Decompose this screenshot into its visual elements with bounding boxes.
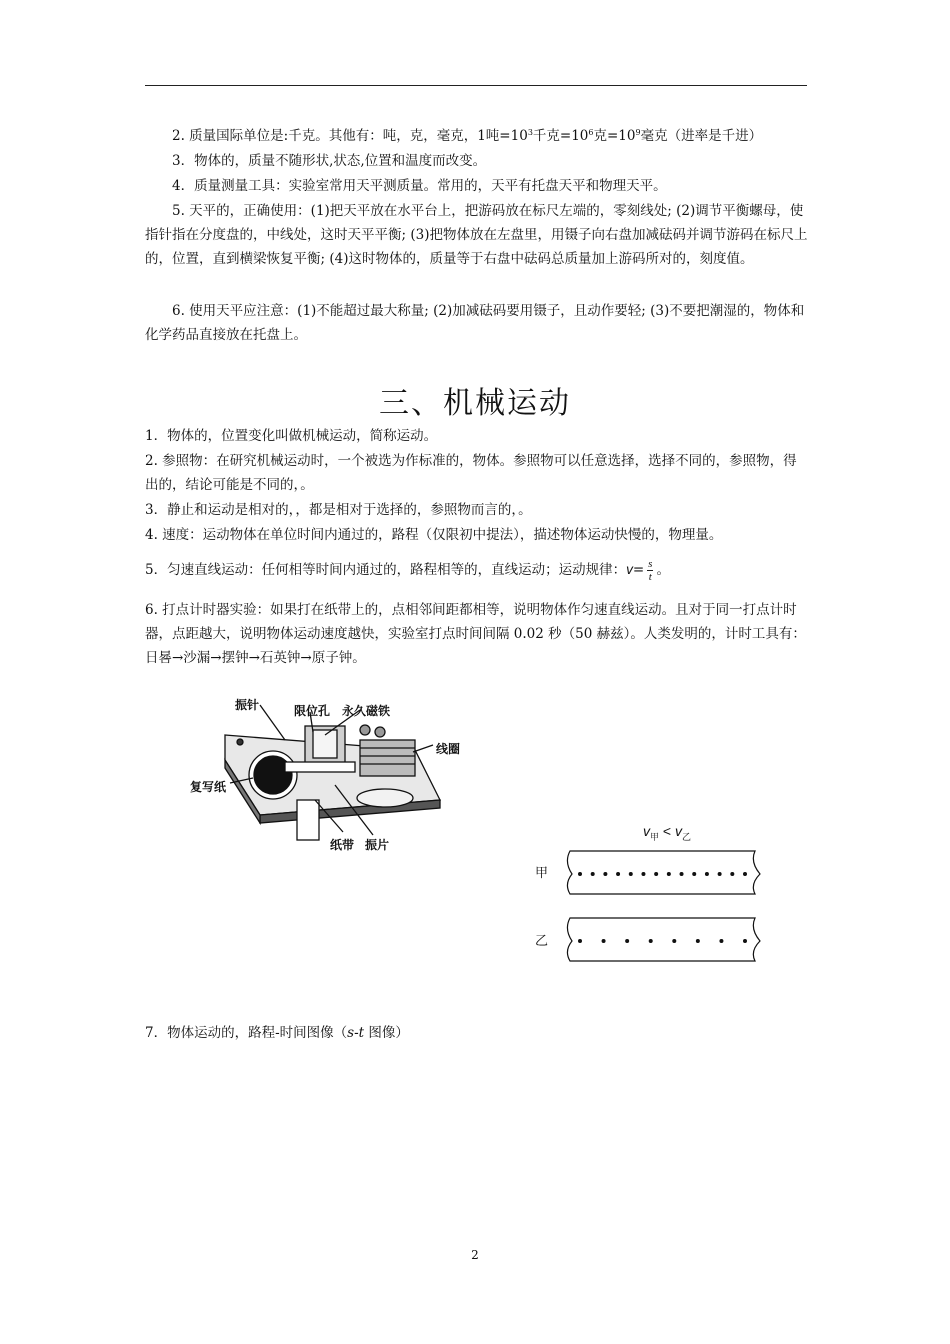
paper-tape-figure xyxy=(560,848,770,968)
tape-dot xyxy=(696,939,700,943)
mass-tool-paragraph: 4．质量测量工具：实验室常用天平测质量。常用的，天平有托盘天平和物理天平。 xyxy=(172,178,667,194)
tape-dot xyxy=(602,939,606,943)
header-rule xyxy=(145,85,807,86)
mass-unit-paragraph: 2. 质量国际单位是:千克。其他有：吨，克，毫克，1吨$=10^3$千克$=10^6$克$=10^9$毫克（进率是千进） xyxy=(172,128,763,144)
tape-dot xyxy=(730,872,734,876)
label-magnet: 永久磁铁 xyxy=(342,704,391,718)
section-title: 三、机械运动 xyxy=(379,386,571,421)
uniform-motion: 5．匀速直线运动：任何相等时间内通过的，路程相等的，直线运动；运动规律：v= $\frac{s}{t}$ 。 xyxy=(145,558,670,583)
label-limit-hole: 限位孔 xyxy=(294,704,331,718)
label-tape: 纸带 xyxy=(330,838,355,852)
tape-dot xyxy=(692,872,696,876)
tape-dot xyxy=(719,939,723,943)
motion-definition: 1．物体的，位置变化叫做机械运动，简称运动。 xyxy=(145,428,438,444)
tape-dot xyxy=(680,872,684,876)
speed-fraction: $\frac{s}{t}$ xyxy=(648,558,653,583)
tape-dot xyxy=(654,872,658,876)
tape-dot xyxy=(578,872,582,876)
tape-dot xyxy=(667,872,671,876)
tape-jia-label: 甲 xyxy=(535,866,549,881)
tape-dot xyxy=(705,872,709,876)
mass-property-paragraph: 3．物体的，质量不随形状,状态,位置和温度而改变。 xyxy=(172,153,487,169)
balance-usage-paragraph: 5. 天平的，正确使用：(1)把天平放在水平台上，把游码放在标尺左端的，零刻线处; (2)调节平衡螺母，使指针指在分度盘的，中线处，这时天平平衡; (3)把物体放在左盘里，用镊子向右盘加减砝码并调节游码在标尺上的，位置，直到横梁恢复平衡; (4)这时物体的，质量等于右盘中砝码总质量加上游码所对的，刻度值。 xyxy=(145,203,808,267)
ticker-timer-paragraph: 6. 打点计时器实验：如果打在纸带上的，点相邻间距都相等，说明物体作匀速直线运动。且对于同一打点计时器，点距越大，说明物体运动速度越快，实验室打点时间间隔 0.02 秒（50 赫兹）。人类发明的，计时工具有：日晷→沙漏→摆钟→石英钟→原子钟。 xyxy=(145,602,806,666)
reference-object: 2. 参照物：在研究机械运动时，一个被选为作标准的，物体。参照物可以任意选择，选择不同的，参照物，得出的，结论可能是不同的，。 xyxy=(145,453,797,493)
st-graph-paragraph: 7．物体运动的，路程-时间图像（s-t 图像） xyxy=(145,1025,409,1041)
label-carbon-paper: 复写纸 xyxy=(190,780,227,794)
relative-motion: 3．静止和运动是相对的，，都是相对于选择的，参照物而言的，。 xyxy=(145,502,532,518)
label-reed: 振片 xyxy=(365,838,390,852)
balance-notes-paragraph: 6. 使用天平应注意：(1)不能超过最大称量; (2)加减砝码要用镊子，且动作要轻; (3)不要把潮湿的，物体和化学药品直接放在托盘上。 xyxy=(145,303,805,343)
tape-dot xyxy=(743,939,747,943)
tape-dot xyxy=(629,872,633,876)
label-needle: 振针 xyxy=(235,698,260,712)
page-number: 2 xyxy=(471,1248,479,1262)
tape-dot xyxy=(591,872,595,876)
tape-dot xyxy=(672,939,676,943)
tape-dot xyxy=(649,939,653,943)
label-coil: 线圈 xyxy=(436,742,461,756)
speed-relation: $v_甲 < v_乙$ xyxy=(643,823,691,842)
tape-dot xyxy=(743,872,747,876)
tape-yi-label: 乙 xyxy=(535,934,549,949)
tape-dot xyxy=(641,872,645,876)
tape-dot xyxy=(603,872,607,876)
tape-dot xyxy=(616,872,620,876)
tape-dot xyxy=(625,939,629,943)
tape-dot xyxy=(578,939,582,943)
tape-dot xyxy=(718,872,722,876)
speed-definition: 4. 速度：运动物体在单位时间内通过的，路程（仅限初中提法），描述物体运动快慢的，物理量。 xyxy=(145,527,723,543)
tape-yi xyxy=(567,918,760,961)
